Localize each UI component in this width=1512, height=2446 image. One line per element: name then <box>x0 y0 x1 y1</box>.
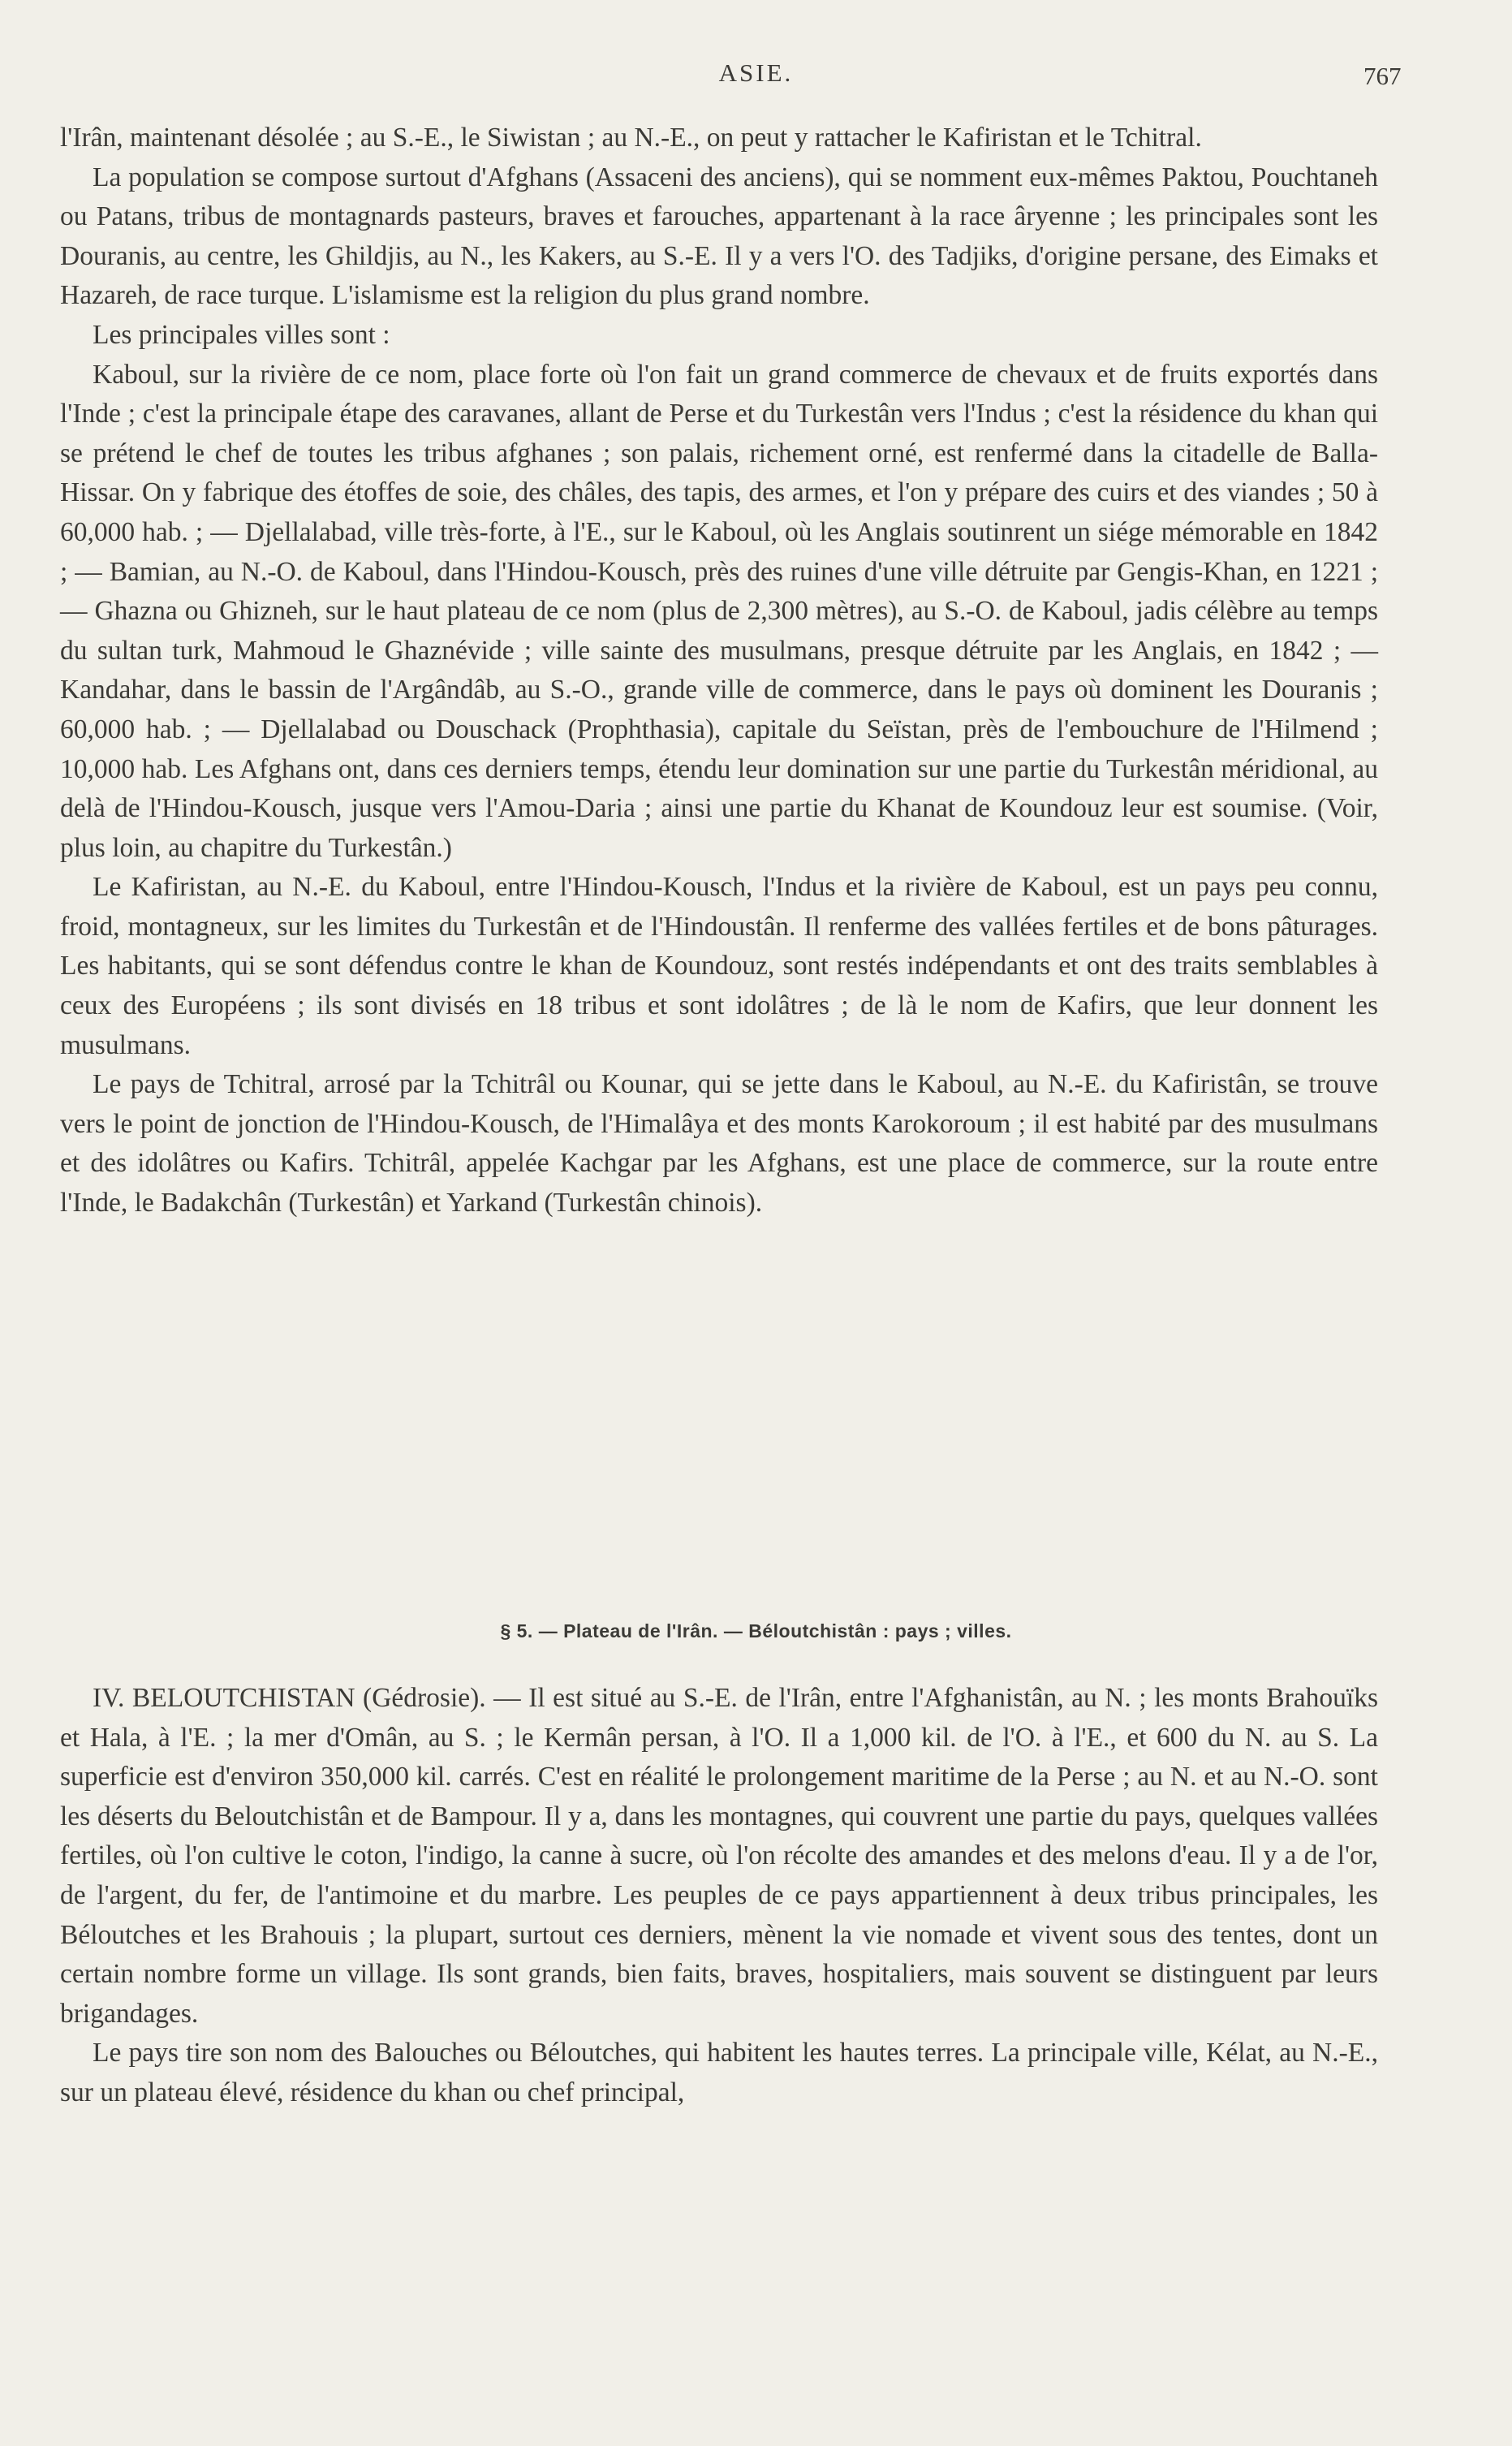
body-text-bottom <box>60 1679 1378 2113</box>
paragraph: La population se compose surtout d'Afghans (Assaceni des anciens), qui se nomment eux-mêmes Paktou, Pouchtaneh ou Patans, tribus de montagnards pasteurs, braves et farouches, appartenant à la race âryenne ; les principales sont les Douranis, au centre, les Ghildjis, au N., les Kakers, au S.-E. Il y a vers l'O. des Tadjiks, d'origine persane, des Eimaks et Hazareh, de race turque. L'islamisme est la religion du plus grand nombre. <box>60 162 1378 311</box>
running-title: ASIE. <box>718 58 794 87</box>
section-heading: § 5. — Plateau de l'Irân. — Béloutchistân : pays ; villes. <box>500 1620 1012 1641</box>
paragraph: l'Irân, maintenant désolée ; au S.-E., le Siwistan ; au N.-E., on peut y rattacher le Kafiristan et le Tchitral. <box>60 123 1202 153</box>
paragraph: Kaboul, sur la rivière de ce nom, place forte où l'on fait un grand commerce de chevaux et de fruits exportés dans l'Inde ; c'est la principale étape des caravanes, allant de Perse et du Turkestân vers l'Indus ; c'est la résidence du khan qui se prétend le chef de toutes les tribus afghanes ; son palais, richement orné, est renfermé dans la citadelle de Balla-Hissar. On y fabrique des étoffes de soie, des châles, des tapis, des armes, et l'on y prépare des cuirs et des viandes ; 50 à 60,000 hab. ; — Djellalabad, ville très-forte, à l'E., sur le Kaboul, où les Anglais soutinrent un siége mémorable en 1842 ; — Bamian, au N.-O. de Kaboul, dans l'Hindou-Kousch, près des ruines d'une ville détruite par Gengis-Khan, en 1221 ; — Ghazna ou Ghizneh, sur le haut plateau de ce nom (plus de 2,300 mètres), au S.-O. de Kaboul, jadis célèbre au temps du sultan turk, Mahmoud le Ghaznévide ; ville sainte des musulmans, presque détruite par les Anglais, en 1842 ; — Kandahar, dans le bassin de l'Argândâb, au S.-O., grande ville de commerce, dans le pays où dominent les Douranis ; 60,000 hab. ; — Djellalabad ou Douschack (Prophthasia), capitale du Seïstan, près de l'embouchure de l'Hilmend ; 10,000 hab. Les Afghans ont, dans ces derniers temps, étendu leur domination sur une partie du Turkestân méridional, au delà de l'Hindou-Kousch, jusque vers l'Amou-Daria ; ainsi une partie du Khanat de Koundouz leur est soumise. (Voir, plus loin, au chapitre du Turkestân.) <box>60 359 1378 863</box>
paragraph: IV. BELOUTCHISTAN (Gédrosie). — Il est situé au S.-E. de l'Irân, entre l'Afghanistân, au N. ; les monts Brahouïks et Hala, à l'E. ; la mer d'Omân, au S. ; le Kermân persan, à l'O. Il a 1,000 kil. de l'O. à l'E., et 600 du N. au S. La superficie est d'environ 350,000 kil. carrés. C'est en réalité le prolongement maritime de la Perse ; au N. et au N.-O. sont les déserts du Beloutchistân et de Bampour. Il y a, dans les montagnes, qui couvrent une partie du pays, quelques vallées fertiles, où l'on cultive le coton, l'indigo, la canne à sucre, où l'on récolte des amandes et des melons d'eau. Il y a de l'or, de l'argent, du fer, de l'antimoine et du marbre. Les peuples de ce pays appartiennent à deux tribus principales, les Béloutches et les Brahouis ; la plupart, surtout ces derniers, mènent la vie nomade et vivent sous des tentes, dont un certain nombre forme un village. Ils sont grands, bien faits, braves, hospitaliers, mais souvent se distinguent par leurs brigandages. <box>60 1683 1378 2029</box>
paragraph: Le pays de Tchitral, arrosé par la Tchitrâl ou Kounar, qui se jette dans le Kaboul, au N.-E. du Kafiristân, se trouve vers le point de jonction de l'Hindou-Kousch, de l'Himalâya et des monts Karokoroum ; il est habité par des musulmans et des idolâtres ou Kafirs. Tchitrâl, appelée Kachgar par les Afghans, est une place de commerce, sur la route entre l'Inde, le Badakchân (Turkestân) et Yarkand (Turkestân chinois). <box>60 1069 1378 1219</box>
paragraph: Le Kafiristan, au N.-E. du Kaboul, entre l'Hindou-Kousch, l'Indus et la rivière de Kaboul, est un pays peu connu, froid, montagneux, sur les limites du Turkestân et de l'Hindoustân. Il renferme des vallées fertiles et de bons pâturages. Les habitants, qui se sont défendus contre le khan de Koundouz, sont restés indépendants et ont des traits semblables à ceux des Européens ; ils sont divisés en 18 tribus et sont idolâtres ; de là le nom de Kafirs, que leur donnent les musulmans. <box>60 872 1378 1060</box>
body-text-top <box>60 119 1378 1223</box>
paragraph: Les principales villes sont : <box>93 319 390 350</box>
page-number: 767 <box>1363 62 1402 90</box>
paragraph: Le pays tire son nom des Balouches ou Béloutches, qui habitent les hautes terres. La principale ville, Kélat, au N.-E., sur un plateau élevé, résidence du khan ou chef principal, <box>60 2038 1378 2107</box>
